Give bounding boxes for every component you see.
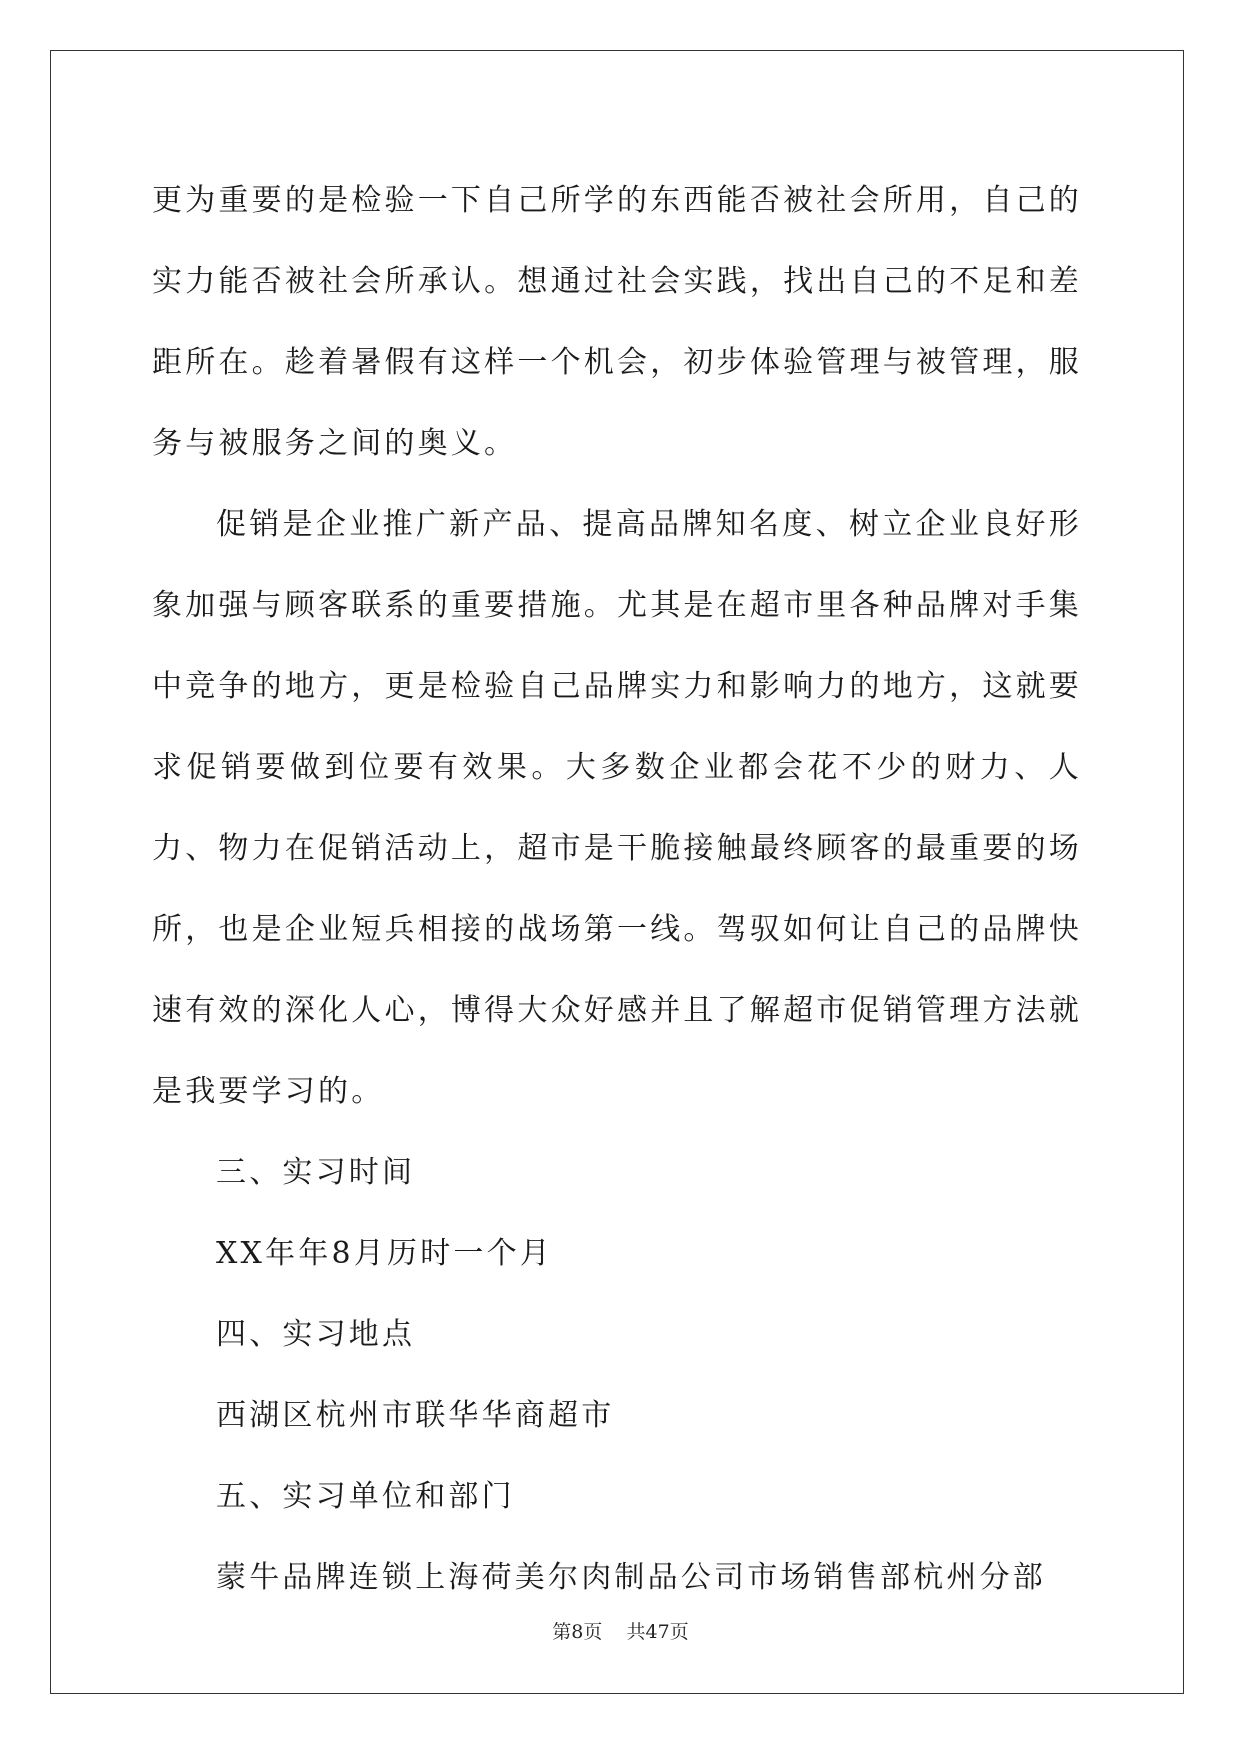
paragraph-promotion: 促销是企业推广新产品、提高品牌知名度、树立企业良好形象加强与顾客联系的重要措施。尤其是在超市里各种品牌对手集中竞争的地方，更是检验自己品牌实力和影响力的地方，这就要求促销要做到位要有效果。大多数企业都会花不少的财力、人力、物力在促销活动上，超市是干脆接触最终顾客的最重要的场所，也是企业短兵相接的战场第一线。驾驭如何让自己的品牌快速有效的深化人心，博得大众好感并且了解超市促销管理方法就是我要学习的。	[152, 507, 1082, 1109]
paragraph-intro-continued: 更为重要的是检验一下自己所学的东西能否被社会所用，自己的实力能否被社会所承认。想通过社会实践，找出自己的不足和差距所在。趁着暑假有这样一个机会，初步体验管理与被管理，服务与被服务之间的奥义。	[152, 183, 1082, 461]
internship-time-value: XX年年8月历时一个月	[216, 1236, 554, 1271]
internship-unit-value: 蒙牛品牌连锁上海荷美尔肉制品公司市场销售部杭州分部	[216, 1560, 1046, 1595]
heading-internship-location: 四、实习地点	[216, 1317, 416, 1352]
document-body	[152, 160, 1082, 1618]
internship-location-value: 西湖区杭州市联华华商超市	[216, 1398, 615, 1433]
heading-internship-unit: 五、实习单位和部门	[216, 1479, 515, 1514]
heading-internship-time: 三、实习时间	[216, 1155, 416, 1190]
page-total: 共47页	[626, 1621, 689, 1643]
page-footer	[0, 1617, 1241, 1644]
page-number: 第8页	[552, 1621, 603, 1643]
